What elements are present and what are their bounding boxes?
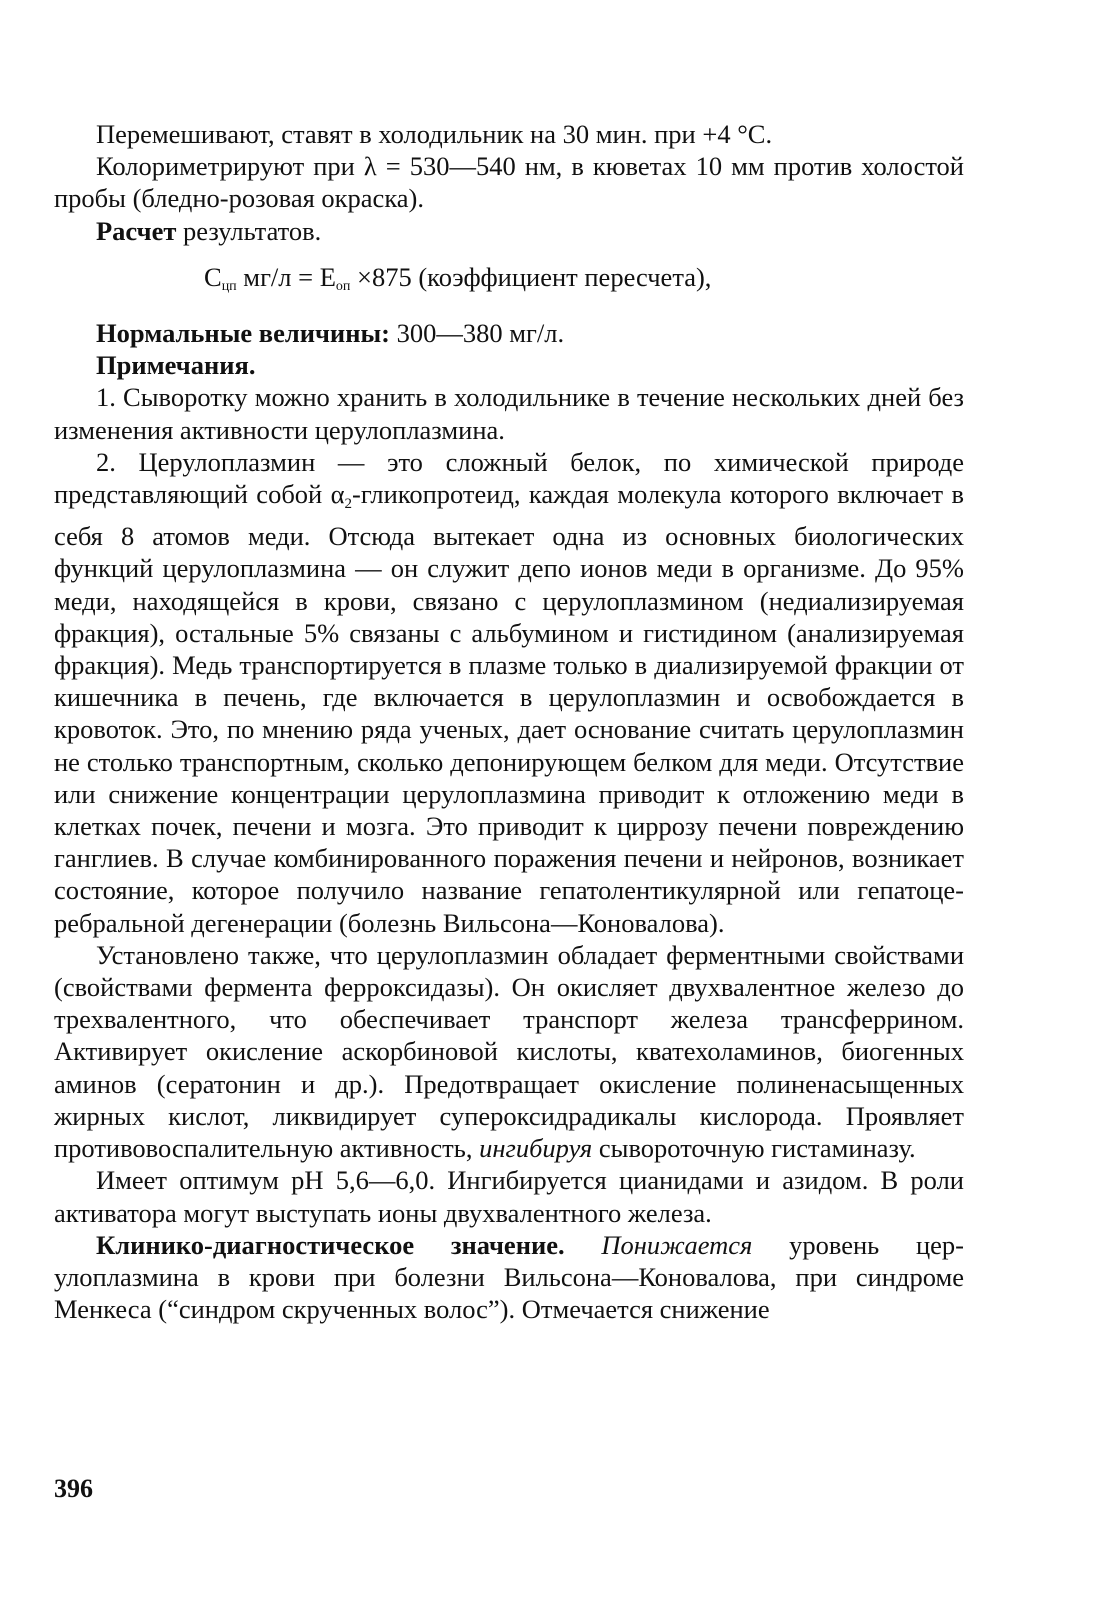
calculation-label: Расчет <box>96 215 177 246</box>
paragraph-calculation: Расчет результатов. <box>96 215 322 246</box>
formula: $C_{цп}$ $мг/л = E_{оп} \times 875$ (коэффициент пересчета), <box>204 261 712 294</box>
paragraph-mixing: Перемешивают, ставят в холодильник на 30 мин. при +4 °C. <box>96 119 773 149</box>
notes-heading: Примечания. <box>96 350 256 381</box>
paragraph-ph: Имеет оптимум pH 5,6—6,0. Ингибируется цианидами и азидом. В роли активатора могут выступать ионы двухвалентного железа. <box>54 1165 964 1228</box>
normal-values-label: Нормальные величины: <box>96 318 390 349</box>
clinical-label: Клинико-диагностическое значение. <box>96 1229 565 1260</box>
paragraph-normal-values: Нормальные величины: 300—380 мг/л. <box>96 318 565 349</box>
note-1: 1. Сыворотку можно хранить в холодильнике в течение нескольких дней без изменения активности церулоплазмина. <box>54 382 964 445</box>
paragraph-colorimetry: Колориметрируют при λ = 530—540 нм, в кюветах 10 мм против холостой пробы (бледно-розовая окраска). <box>54 151 964 214</box>
page-number: 396 <box>54 1474 93 1503</box>
paragraph-enzyme: Установлено также, что церулоплазмин обладает ферментными свойствами (свойствами фермента ферроксидазы). Он окисляет двухвалентное железо до трехвалентного, что обеспечивает транспорт железа трансферрином. Активирует окисление аскорбиновой кислоты, кватехоламинов, биогенных аминов (сератонин и др.). Предотвращает окисление полиненасыщенных жирных кислот, ликвидирует супероксидрадикалы кислорода. Проявляет противовоспалительную активность, ингибируя сывороточную гистаминазу. <box>54 939 964 1164</box>
paragraph-clinical: Клинико-диагностическое значение. Понижается уровень церулоплазмина в крови при болезни Вильсона—Коновалова, при синдроме Менкеса (“синдром скрученных волос”). Отмечается снижение <box>54 1229 964 1325</box>
note-2: 2. Церулоплазмин — это сложный белок, по химической природе представляющий собой $\alpha_2$-гликопротеид, каждая молекула которого включает в себя 8 атомов меди. Отсюда вытекает одна из основных биологических функций церулоплазмина — он служит депо ионов меди в организме. До 95% меди, находящейся в крови, связано с церулоплазмином (недиализируемая фракция), остальные 5% связаны с альбумином и гистидином (анализируемая фракция). Медь транспортируется в плазме только в диализируемой фракции от кишечника в печень, где включается в церулоплазмин и освобождается в кровоток. Это, по мнению ряда ученых, дает основание считать церулоплазмин не столько транспортным, сколько депонирующем белком для меди. Отсутствие или снижение концентрации церулоплазмина приводит к отложению меди в клетках почек, печени и мозга. Это приводит к циррозу печени повреждению ганглиев. В случае комбинированного поражения печени и нейронов, возникает состояние, которое получило название гепатолентикулярной или гепатоцеребральной дегенерации (болезнь Вильсона—Коновалова). <box>54 446 964 938</box>
body-text <box>54 118 964 1325</box>
